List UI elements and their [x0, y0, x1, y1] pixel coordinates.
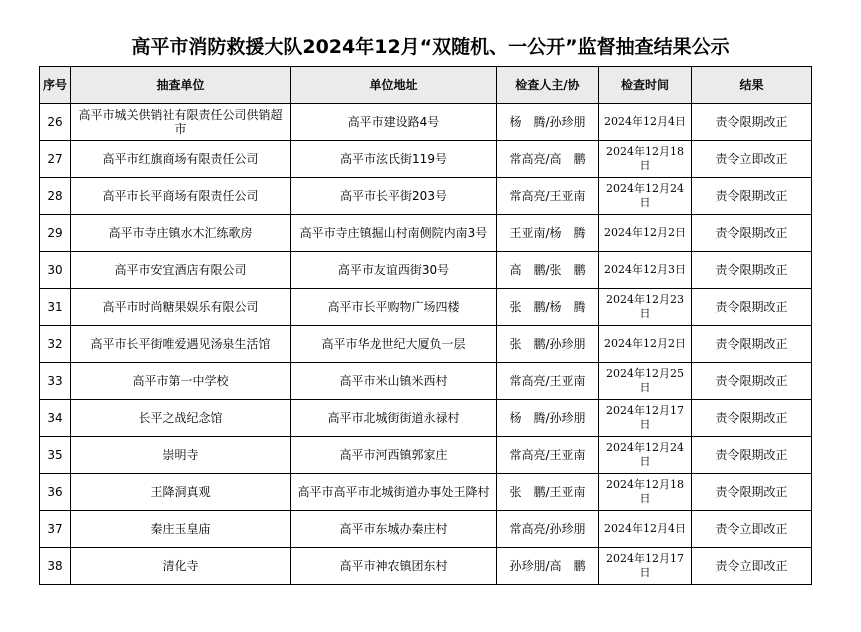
- cell-inspection-date: 2024年12月3日: [599, 252, 692, 289]
- table-row: [40, 252, 812, 289]
- header-unit-address: 单位地址: [291, 67, 497, 104]
- cell-serial-number: 35: [40, 437, 71, 474]
- inspection-results-table: [39, 66, 812, 585]
- table-row: [40, 215, 812, 252]
- table-row: [40, 363, 812, 400]
- cell-result: 责令立即改正: [692, 548, 812, 585]
- cell-result: 责令限期改正: [692, 363, 812, 400]
- table-body: [40, 104, 812, 585]
- cell-inspection-date: 2024年12月23日: [599, 289, 692, 326]
- cell-inspectors: 高 鹏/张 鹏: [497, 252, 599, 289]
- cell-inspected-unit: 王降洞真观: [71, 474, 291, 511]
- header-result: 结果: [692, 67, 812, 104]
- cell-inspectors: 杨 腾/孙珍朋: [497, 104, 599, 141]
- table-row: [40, 104, 812, 141]
- cell-unit-address: 高平市建设路4号: [291, 104, 497, 141]
- cell-inspected-unit: 高平市长平街唯爱遇见汤泉生活馆: [71, 326, 291, 363]
- cell-result: 责令限期改正: [692, 215, 812, 252]
- cell-inspected-unit: 高平市时尚糖果娱乐有限公司: [71, 289, 291, 326]
- cell-inspectors: 常高亮/孙珍朋: [497, 511, 599, 548]
- cell-inspected-unit: 高平市红旗商场有限责任公司: [71, 141, 291, 178]
- cell-inspection-date: 2024年12月4日: [599, 104, 692, 141]
- cell-unit-address: 高平市米山镇米西村: [291, 363, 497, 400]
- cell-inspected-unit: 长平之战纪念馆: [71, 400, 291, 437]
- cell-inspection-date: 2024年12月2日: [599, 326, 692, 363]
- header-serial-number: 序号: [40, 67, 71, 104]
- cell-result: 责令限期改正: [692, 400, 812, 437]
- cell-serial-number: 33: [40, 363, 71, 400]
- cell-result: 责令限期改正: [692, 178, 812, 215]
- cell-unit-address: 高平市东城办秦庄村: [291, 511, 497, 548]
- cell-inspected-unit: 秦庄玉皇庙: [71, 511, 291, 548]
- cell-serial-number: 34: [40, 400, 71, 437]
- page-title: 高平市消防救援大队2024年12月“双随机、一公开”监督抽查结果公示: [131, 36, 730, 58]
- cell-serial-number: 26: [40, 104, 71, 141]
- cell-inspected-unit: 高平市第一中学校: [71, 363, 291, 400]
- cell-result: 责令限期改正: [692, 289, 812, 326]
- cell-result: 责令限期改正: [692, 326, 812, 363]
- cell-serial-number: 36: [40, 474, 71, 511]
- cell-serial-number: 30: [40, 252, 71, 289]
- cell-inspected-unit: 高平市长平商场有限责任公司: [71, 178, 291, 215]
- cell-unit-address: 高平市高平市北城街道办事处王降村: [291, 474, 497, 511]
- cell-inspectors: 张 鹏/杨 腾: [497, 289, 599, 326]
- cell-inspectors: 常高亮/高 鹏: [497, 141, 599, 178]
- cell-unit-address: 高平市河西镇郭家庄: [291, 437, 497, 474]
- cell-inspectors: 常高亮/王亚南: [497, 178, 599, 215]
- table-row: [40, 437, 812, 474]
- table-header-row: [40, 67, 812, 104]
- cell-unit-address: 高平市华龙世纪大厦负一层: [291, 326, 497, 363]
- table-row: [40, 474, 812, 511]
- cell-serial-number: 27: [40, 141, 71, 178]
- cell-serial-number: 32: [40, 326, 71, 363]
- cell-unit-address: 高平市寺庄镇掘山村南侧院内南3号: [291, 215, 497, 252]
- table-row: [40, 548, 812, 585]
- cell-serial-number: 31: [40, 289, 71, 326]
- table-row: [40, 511, 812, 548]
- cell-unit-address: 高平市友谊西街30号: [291, 252, 497, 289]
- cell-result: 责令限期改正: [692, 474, 812, 511]
- cell-result: 责令限期改正: [692, 252, 812, 289]
- cell-inspectors: 杨 腾/孙珍朋: [497, 400, 599, 437]
- cell-inspected-unit: 高平市安宜酒店有限公司: [71, 252, 291, 289]
- cell-inspectors: 孙珍朋/高 鹏: [497, 548, 599, 585]
- table-row: [40, 141, 812, 178]
- cell-serial-number: 28: [40, 178, 71, 215]
- cell-inspection-date: 2024年12月24日: [599, 178, 692, 215]
- cell-result: 责令立即改正: [692, 511, 812, 548]
- cell-inspection-date: 2024年12月18日: [599, 141, 692, 178]
- table-row: [40, 178, 812, 215]
- header-inspectors: 检查人主/协: [497, 67, 599, 104]
- cell-inspected-unit: 崇明寺: [71, 437, 291, 474]
- cell-inspectors: 常高亮/王亚南: [497, 437, 599, 474]
- cell-inspection-date: 2024年12月2日: [599, 215, 692, 252]
- table-row: [40, 400, 812, 437]
- cell-inspectors: 张 鹏/孙珍朋: [497, 326, 599, 363]
- cell-inspectors: 王亚南/杨 腾: [497, 215, 599, 252]
- cell-serial-number: 38: [40, 548, 71, 585]
- table-row: [40, 289, 812, 326]
- cell-inspection-date: 2024年12月17日: [599, 548, 692, 585]
- cell-unit-address: 高平市神农镇团东村: [291, 548, 497, 585]
- cell-result: 责令限期改正: [692, 104, 812, 141]
- cell-serial-number: 29: [40, 215, 71, 252]
- header-inspected-unit: 抽查单位: [71, 67, 291, 104]
- table-row: [40, 326, 812, 363]
- cell-inspection-date: 2024年12月18日: [599, 474, 692, 511]
- header-inspection-date: 检查时间: [599, 67, 692, 104]
- cell-inspection-date: 2024年12月25日: [599, 363, 692, 400]
- cell-inspectors: 常高亮/王亚南: [497, 363, 599, 400]
- cell-inspection-date: 2024年12月17日: [599, 400, 692, 437]
- cell-result: 责令立即改正: [692, 141, 812, 178]
- cell-unit-address: 高平市长平街203号: [291, 178, 497, 215]
- cell-inspected-unit: 高平市寺庄镇水木汇练歌房: [71, 215, 291, 252]
- cell-unit-address: 高平市北城街街道永禄村: [291, 400, 497, 437]
- cell-inspectors: 张 鹏/王亚南: [497, 474, 599, 511]
- cell-inspection-date: 2024年12月24日: [599, 437, 692, 474]
- cell-inspected-unit: 清化寺: [71, 548, 291, 585]
- cell-inspection-date: 2024年12月4日: [599, 511, 692, 548]
- cell-unit-address: 高平市长平购物广场四楼: [291, 289, 497, 326]
- cell-unit-address: 高平市泫氏街119号: [291, 141, 497, 178]
- cell-result: 责令限期改正: [692, 437, 812, 474]
- cell-inspected-unit: 高平市城关供销社有限责任公司供销超市: [71, 104, 291, 141]
- cell-serial-number: 37: [40, 511, 71, 548]
